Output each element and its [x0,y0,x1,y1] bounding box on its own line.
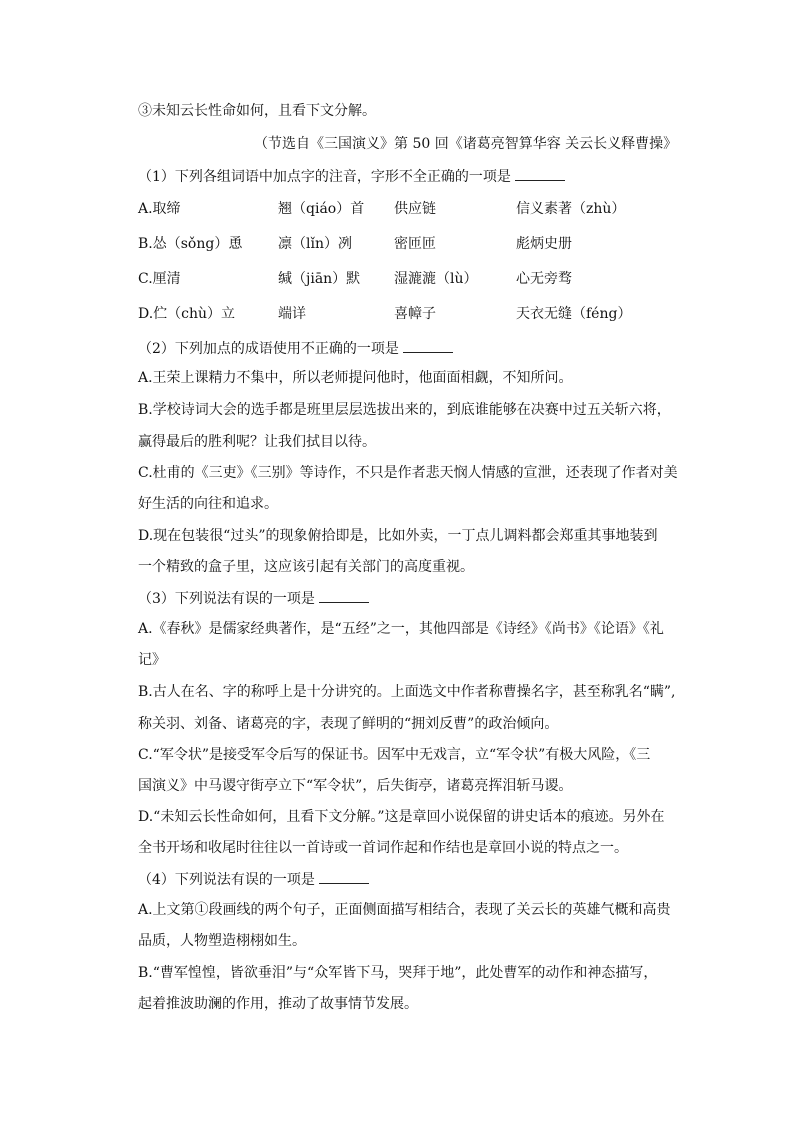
q1-c-word-2: 缄（jiān）默 [278,271,361,287]
q3-stem [138,588,369,609]
q4-option-b-line-1: B.“曹军惶惶，皆欲垂泪”与“众军皆下马，哭拜于地”，此处曹军的动作和神态描写， [138,965,658,981]
q4-stem [138,869,369,890]
q1-option-row-d [138,304,698,324]
q2-option-c-line-1: C.杜甫的《三吏》《三别》等诗作，不只是作者悲天悯人情感的宣泄，还表现了作者对美 [138,465,678,481]
q1-d-word-1: D.伫（chù）立 [138,306,236,322]
q3-option-c-line-2: 国演义》中马谡守街亭立下“军令状”，后失街亭，诸葛亮挥泪斩马谡。 [138,778,573,794]
q4-stem-text: （4）下列说法有误的一项是 [138,872,315,888]
q3-option-a-line-2: 记》 [138,652,166,668]
q4-option-b-line-2: 起着推波助澜的作用，推动了故事情节发展。 [138,996,418,1012]
answer-blank[interactable] [515,166,565,181]
q1-b-word-4: 彪炳史册 [516,236,572,252]
q1-option-row-c [138,269,698,289]
q4-option-a-line-2: 品质，人物塑造栩栩如生。 [138,933,306,949]
intro-line: ③未知云长性命如何，且看下文分解。 [138,103,376,119]
q2-option-d-line-2: 一个精致的盒子里，这应该引起有关部门的高度重视。 [138,559,474,575]
q1-a-word-3: 供应链 [394,201,436,217]
q2-stem-text: （2）下列加点的成语使用不正确的一项是 [138,341,399,357]
q3-option-d-line-1: D.“未知云长性命如何，且看下文分解。”这是章回小说保留的讲史话本的痕迹。另外在 [138,809,665,825]
source-note: （节选自《三国演义》第 50 回《诸葛亮智算华容 关云长义释曹操》 [254,136,678,152]
q1-b-word-2: 凛（lǐn）冽 [278,236,352,252]
q1-d-word-3: 喜幛子 [394,306,436,322]
q2-option-b-line-1: B.学校诗词大会的选手都是班里层层选拔出来的，到底谁能够在决赛中过五关斩六将， [138,402,671,418]
q1-b-word-3: 密匝匝 [394,236,436,252]
q3-option-a-line-1: A.《春秋》是儒家经典著作，是“五经”之一，其他四部是《诗经》《尚书》《论语》《礼 [138,621,664,637]
answer-blank[interactable] [319,588,369,603]
q1-stem-text: （1）下列各组词语中加点字的注音，字形不全正确的一项是 [138,169,511,185]
q4-option-a-line-1: A.上文第①段画线的两个句子，正面侧面描写相结合，表现了关云长的英雄气概和高贵 [138,902,671,918]
q1-option-row-a [138,199,698,219]
q1-c-word-3: 湿漉漉（lù） [394,271,478,287]
q1-a-word-4: 信义素著（zhù） [516,201,626,217]
q1-c-word-1: C.厘清 [138,271,181,287]
q1-a-word-1: A.取缔 [138,201,181,217]
q1-option-row-b [138,234,698,254]
q3-option-c-line-1: C.“军令状”是接受军令后写的保证书。因军中无戏言，立“军令状”有极大风险，《三 [138,747,651,763]
q1-d-word-4: 天衣无缝（féng） [516,306,632,322]
q2-option-b-line-2: 赢得最后的胜利呢？让我们拭目以待。 [138,434,376,450]
q1-c-word-4: 心无旁骛 [516,271,572,287]
q1-d-word-2: 端详 [278,306,306,322]
q2-stem [138,338,453,359]
q3-option-b-line-1: B.古人在名、字的称呼上是十分讲究的。上面选文中作者称曹操名字，甚至称乳名“瞒”, [138,684,676,700]
answer-blank[interactable] [403,338,453,353]
q2-option-a: A.王荣上课精力不集中，所以老师提问他时，他面面相觑，不知所问。 [138,370,573,386]
q2-option-c-line-2: 好生活的向往和追求。 [138,496,278,512]
answer-blank[interactable] [319,869,369,884]
q1-stem [138,166,565,187]
q3-option-d-line-2: 全书开场和收尾时往往以一首诗或一首词作起和作结也是章回小说的特点之一。 [138,840,628,856]
q2-option-d-line-1: D.现在包装很“过头”的现象俯拾即是，比如外卖，一丁点儿调料都会郑重其事地装到 [138,528,658,544]
q3-option-b-line-2: 称关羽、刘备、诸葛亮的字，表现了鲜明的“拥刘反曹”的政治倾向。 [138,716,559,732]
q1-a-word-2: 翘（qiáo）首 [278,201,365,217]
q3-stem-text: （3）下列说法有误的一项是 [138,591,315,607]
q1-b-word-1: B.怂（sǒng）恿 [138,236,243,252]
